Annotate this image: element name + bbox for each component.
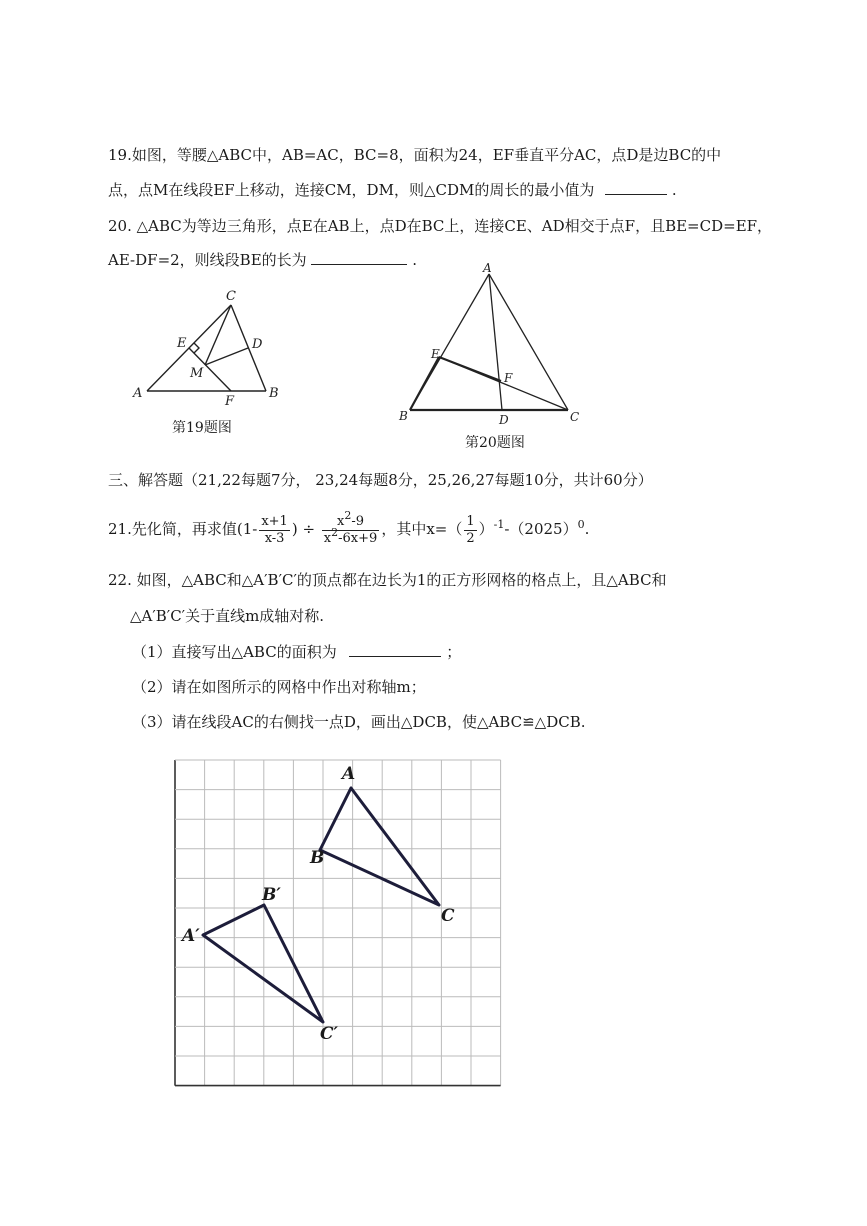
fig19-label-M: M bbox=[190, 366, 204, 381]
q21-prefix: 21.先化简，再求值 bbox=[108, 520, 237, 538]
q21 bbox=[108, 505, 589, 549]
fig20-segment-BE bbox=[410, 357, 439, 410]
q22-sub3: （3）请在线段AC的右侧找一点D，画出△DCB，使△ABC≌△DCB. bbox=[132, 713, 586, 731]
grid-label-C: C bbox=[441, 906, 455, 926]
fig20-label-C: C bbox=[570, 410, 580, 424]
q21-minus: -（2025） bbox=[504, 520, 578, 538]
section3-heading: 三、解答题（21,22每题7分， 23,24每题8分，25,26,27每题10分，共计60分） bbox=[108, 471, 653, 489]
fig20-segment-AD bbox=[489, 274, 502, 410]
fig20-label-D: D bbox=[499, 413, 509, 427]
fig20-label-E: E bbox=[431, 347, 440, 361]
grid-label-A: A bbox=[342, 764, 356, 784]
fig20-label-B: B bbox=[399, 409, 408, 423]
q21-end: . bbox=[584, 520, 590, 538]
q21-frac2-denominator bbox=[322, 525, 380, 547]
q21-fraction-1 bbox=[259, 514, 290, 547]
fig19-right-angle-mark bbox=[194, 343, 199, 353]
fig19-label-B: B bbox=[269, 386, 279, 401]
q21-fraction-2 bbox=[322, 508, 380, 547]
q19-end: . bbox=[671, 181, 677, 199]
q21-open: (1- bbox=[236, 520, 258, 538]
q21-frac1-denominator: x-3 bbox=[264, 530, 285, 546]
q22-sub1-text: （1）直接写出△ABC的面积为 bbox=[132, 643, 337, 661]
q21-frac2-den-base: x bbox=[323, 530, 332, 546]
grid-label-B: B bbox=[310, 848, 325, 868]
q21-exp1: -1 bbox=[493, 518, 505, 531]
fig20-side-AC bbox=[489, 274, 568, 410]
q22-sub2: （2）请在如图所示的网格中作出对称轴m； bbox=[132, 678, 426, 696]
q19-line2 bbox=[108, 180, 677, 200]
q20-line1: 20. △ABC为等边三角形，点E在AB上，点D在BC上，连接CE、AD相交于点F，且BE=CD=EF， bbox=[108, 217, 773, 235]
fig20-label-A: A bbox=[483, 261, 492, 275]
q19-line2-text: 点，点M在线段EF上移动，连接CM，DM，则△CDM的周长的最小值为 bbox=[108, 181, 595, 199]
figure-19 bbox=[125, 285, 295, 410]
grid-label-C-prime: C′ bbox=[320, 1024, 339, 1044]
q20-line2-text: AE-DF=2，则线段BE的长为 bbox=[108, 251, 307, 269]
q21-fraction-half bbox=[464, 514, 476, 547]
q21-half-numerator: 1 bbox=[466, 513, 475, 529]
fig19-label-F: F bbox=[225, 394, 235, 409]
q22-sub1 bbox=[132, 642, 461, 662]
q19-answer-blank[interactable] bbox=[605, 180, 667, 195]
grid-label-A-prime: A′ bbox=[182, 926, 200, 946]
fig19-label-A: A bbox=[133, 386, 143, 401]
fig20-label-F: F bbox=[504, 371, 513, 385]
q21-frac2-den-exp: 2 bbox=[331, 525, 339, 539]
fig20-segment-EF bbox=[439, 357, 501, 381]
fig20-caption: 第20题图 bbox=[465, 435, 525, 451]
q22-line2: △A′B′C′关于直线m成轴对称. bbox=[130, 607, 325, 625]
q21-frac2-num-rest: -9 bbox=[351, 513, 365, 529]
q22-line1: 22. 如图，△ABC和△A′B′C′的顶点都在边长为1的正方形网格的格点上，且△ABC和 bbox=[108, 571, 667, 589]
fig19-caption: 第19题图 bbox=[172, 420, 232, 436]
fig19-label-D: D bbox=[252, 337, 263, 352]
q19-line1: 19.如图，等腰△ABC中，AB=AC，BC=8，面积为24，EF垂直平分AC，点D是边BC的中 bbox=[108, 146, 722, 164]
grid-figure bbox=[170, 755, 505, 1090]
q21-exp2: 0 bbox=[577, 518, 585, 531]
q21-frac2-den-rest: -6x+9 bbox=[338, 530, 378, 546]
triangle-A1B1C1 bbox=[203, 905, 323, 1022]
q22-sub1-end: ； bbox=[446, 643, 462, 661]
q21-div: ) ÷ bbox=[291, 520, 320, 538]
fig19-label-E: E bbox=[177, 336, 187, 351]
q21-frac2-num-exp: 2 bbox=[344, 508, 352, 522]
grid-label-B-prime: B′ bbox=[262, 885, 281, 905]
q20-answer-blank[interactable] bbox=[311, 250, 407, 265]
q21-close1: ） bbox=[478, 520, 494, 538]
q22-answer-blank[interactable] bbox=[349, 642, 441, 657]
q20-line2 bbox=[108, 250, 417, 270]
q21-frac2-num-base: x bbox=[337, 513, 345, 529]
triangle-ABC bbox=[320, 788, 439, 905]
fig19-label-C: C bbox=[226, 289, 236, 304]
q21-frac1-numerator: x+1 bbox=[261, 513, 288, 529]
q21-half-denominator: 2 bbox=[466, 530, 475, 546]
figure-20 bbox=[395, 260, 595, 430]
q20-end: . bbox=[412, 251, 417, 269]
q21-mid: ，其中x=（ bbox=[381, 520, 463, 538]
